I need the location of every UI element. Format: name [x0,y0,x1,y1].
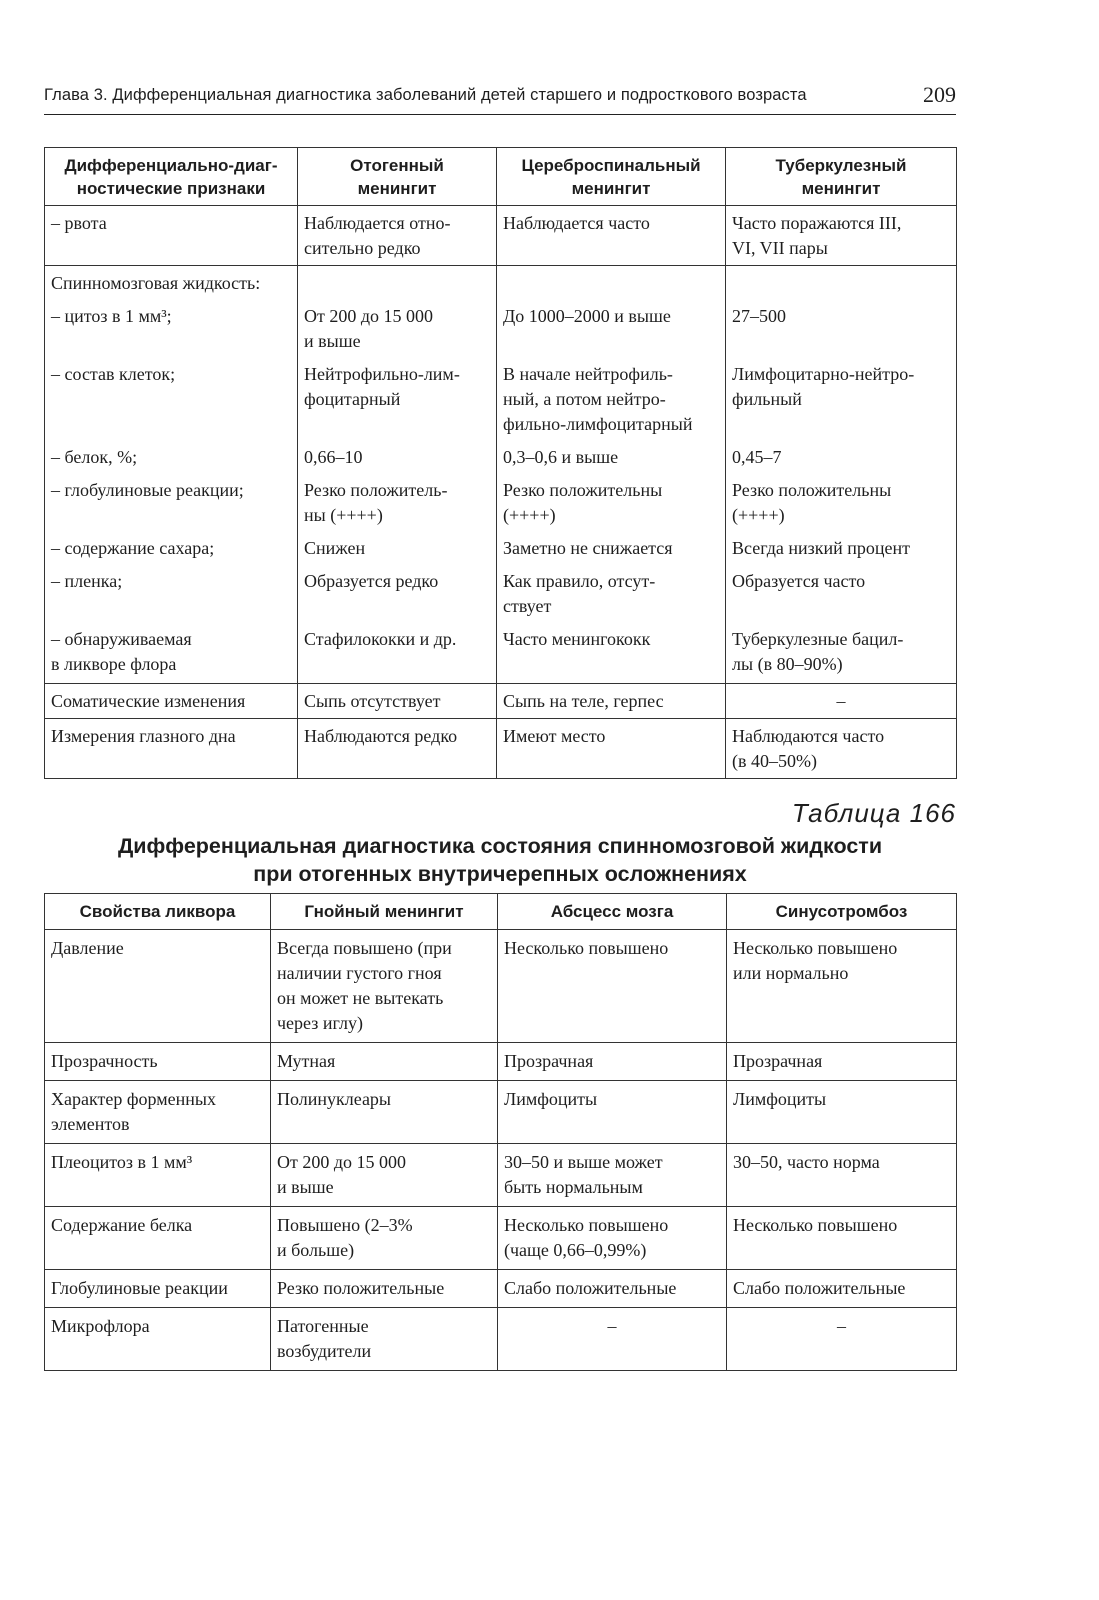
meningitis-differential-table [44,147,957,779]
table-cell: Резко положитель- ны (++++) [298,476,497,534]
table-cell: Резко положительны (++++) [497,476,726,534]
table-cell: Заметно не снижается [497,534,726,567]
table-cell: Полинуклеары [271,1081,498,1144]
table-row [45,1081,957,1144]
t1-header-cell: Дифференциально-диаг- ностические признаки [45,148,298,206]
table-cell: Измерения глазного дна [45,719,298,779]
table-cell: 27–500 [726,302,957,360]
table-cell: – обнаруживаемая в ликворе флора [45,625,298,684]
table-cell: Лимфоциты [498,1081,727,1144]
table-cell: Давление [45,930,271,1043]
t2-header-cell: Свойства ликвора [45,894,271,930]
table-cell: Часто менингококк [497,625,726,684]
table-cell: Лимфоцитарно-нейтро- фильный [726,360,957,443]
table-cell: Мутная [271,1043,498,1081]
table-cell: Слабо положительные [727,1270,957,1308]
table-cell: Резко положительные [271,1270,498,1308]
table-cell: – содержание сахара; [45,534,298,567]
table-cell: Повышено (2–3% и больше) [271,1207,498,1270]
table-cell: Имеют место [497,719,726,779]
table-cell: – [498,1308,727,1371]
csf-section [45,266,957,684]
table-row [45,719,957,779]
t2-header-cell: Гнойный менингит [271,894,498,930]
table-cell: Содержание белка [45,1207,271,1270]
table-title: Дифференциальная диагностика состояния спинномозговой жидкости при отогенных внутричерепных осложнениях [117,834,883,886]
table-row [45,1207,957,1270]
table-cell: Нейтрофильно-лим- фоцитарный [298,360,497,443]
t2-header-cell: Синусотромбоз [727,894,957,930]
table-cell: – рвота [45,206,298,266]
table-cell: Туберкулезные бацил- лы (в 80–90%) [726,625,957,684]
table-cell: Прозрачная [498,1043,727,1081]
table-cell: Несколько повышено [727,1207,957,1270]
table-cell: Образуется часто [726,567,957,625]
table-row [45,443,957,476]
table-cell: Наблюдается часто [497,206,726,266]
table-row [45,567,957,625]
table-row [45,1270,957,1308]
table-cell: 30–50 и выше может быть нормальным [498,1144,727,1207]
table-caption: Таблица 166 [791,798,956,828]
table-cell: Сыпь отсутствует [298,684,497,719]
table-cell: – [726,684,957,719]
table-cell: Стафилококки и др. [298,625,497,684]
table-cell: Всегда низкий процент [726,534,957,567]
table-cell: Несколько повышено или нормально [727,930,957,1043]
table-cell: Часто поражаются III, VI, VII пары [726,206,957,266]
table-cell: Резко положительны (++++) [726,476,957,534]
table-cell: Характер форменных элементов [45,1081,271,1144]
table-row [45,625,957,684]
csf-section-label: Спинномозговая жидкость: [45,266,298,303]
table-cell: Наблюдается отно- сительно редко [298,206,497,266]
page-number: 209 [923,82,956,107]
table-cell: Прозрачная [727,1043,957,1081]
table-row [45,1308,957,1371]
table-cell: – пленка; [45,567,298,625]
running-title: Глава 3. Дифференциальная диагностика заболеваний детей старшего и подросткового возраста [44,86,807,104]
table-cell: 30–50, часто норма [727,1144,957,1207]
table-cell: Наблюдаются редко [298,719,497,779]
t1-header-cell: Отогенный менингит [298,148,497,206]
table-cell: Сыпь на теле, герпес [497,684,726,719]
table-cell: Патогенные возбудители [271,1308,498,1371]
table-cell: В начале нейтрофиль- ный, а потом нейтро- фильно-лимфоцитарный [497,360,726,443]
table-cell: От 200 до 15 000 и выше [271,1144,498,1207]
table-row [45,266,957,303]
table-cell: Лимфоциты [727,1081,957,1144]
table-cell: – состав клеток; [45,360,298,443]
table-cell: Плеоцитоз в 1 мм³ [45,1144,271,1207]
table-row [45,1043,957,1081]
table-cell: Снижен [298,534,497,567]
table-cell: 0,45–7 [726,443,957,476]
table-row [45,1144,957,1207]
table-cell: От 200 до 15 000 и выше [298,302,497,360]
table-row [45,684,957,719]
table-cell: Образуется редко [298,567,497,625]
table-cell: До 1000–2000 и выше [497,302,726,360]
table-cell: Всегда повышено (при наличии густого гноя он может не вытекать через иглу) [271,930,498,1043]
table-cell: – белок, %; [45,443,298,476]
table-cell: Несколько повышено [498,930,727,1043]
table-cell: Несколько повышено (чаще 0,66–0,99%) [498,1207,727,1270]
table-row [45,302,957,360]
table-row [45,534,957,567]
table-row [45,206,957,266]
table-cell: Микрофлора [45,1308,271,1371]
csf-complications-table [44,893,957,1371]
t1-header-cell: Туберкулезный менингит [726,148,957,206]
table-cell: Слабо положительные [498,1270,727,1308]
table-row [45,930,957,1043]
table-cell: Как правило, отсут- ствует [497,567,726,625]
table-cell: 0,3–0,6 и выше [497,443,726,476]
table-cell: Глобулиновые реакции [45,1270,271,1308]
table-cell: Прозрачность [45,1043,271,1081]
table-cell: – глобулиновые реакции; [45,476,298,534]
page-header [44,80,956,115]
table-row [45,360,957,443]
table-cell: – [727,1308,957,1371]
t1-header-cell: Цереброспинальный менингит [497,148,726,206]
table-cell: Наблюдаются часто (в 40–50%) [726,719,957,779]
t2-header-cell: Абсцесс мозга [498,894,727,930]
table-cell: – цитоз в 1 мм³; [45,302,298,360]
table-cell: Соматические изменения [45,684,298,719]
table-row [45,476,957,534]
table-cell: 0,66–10 [298,443,497,476]
